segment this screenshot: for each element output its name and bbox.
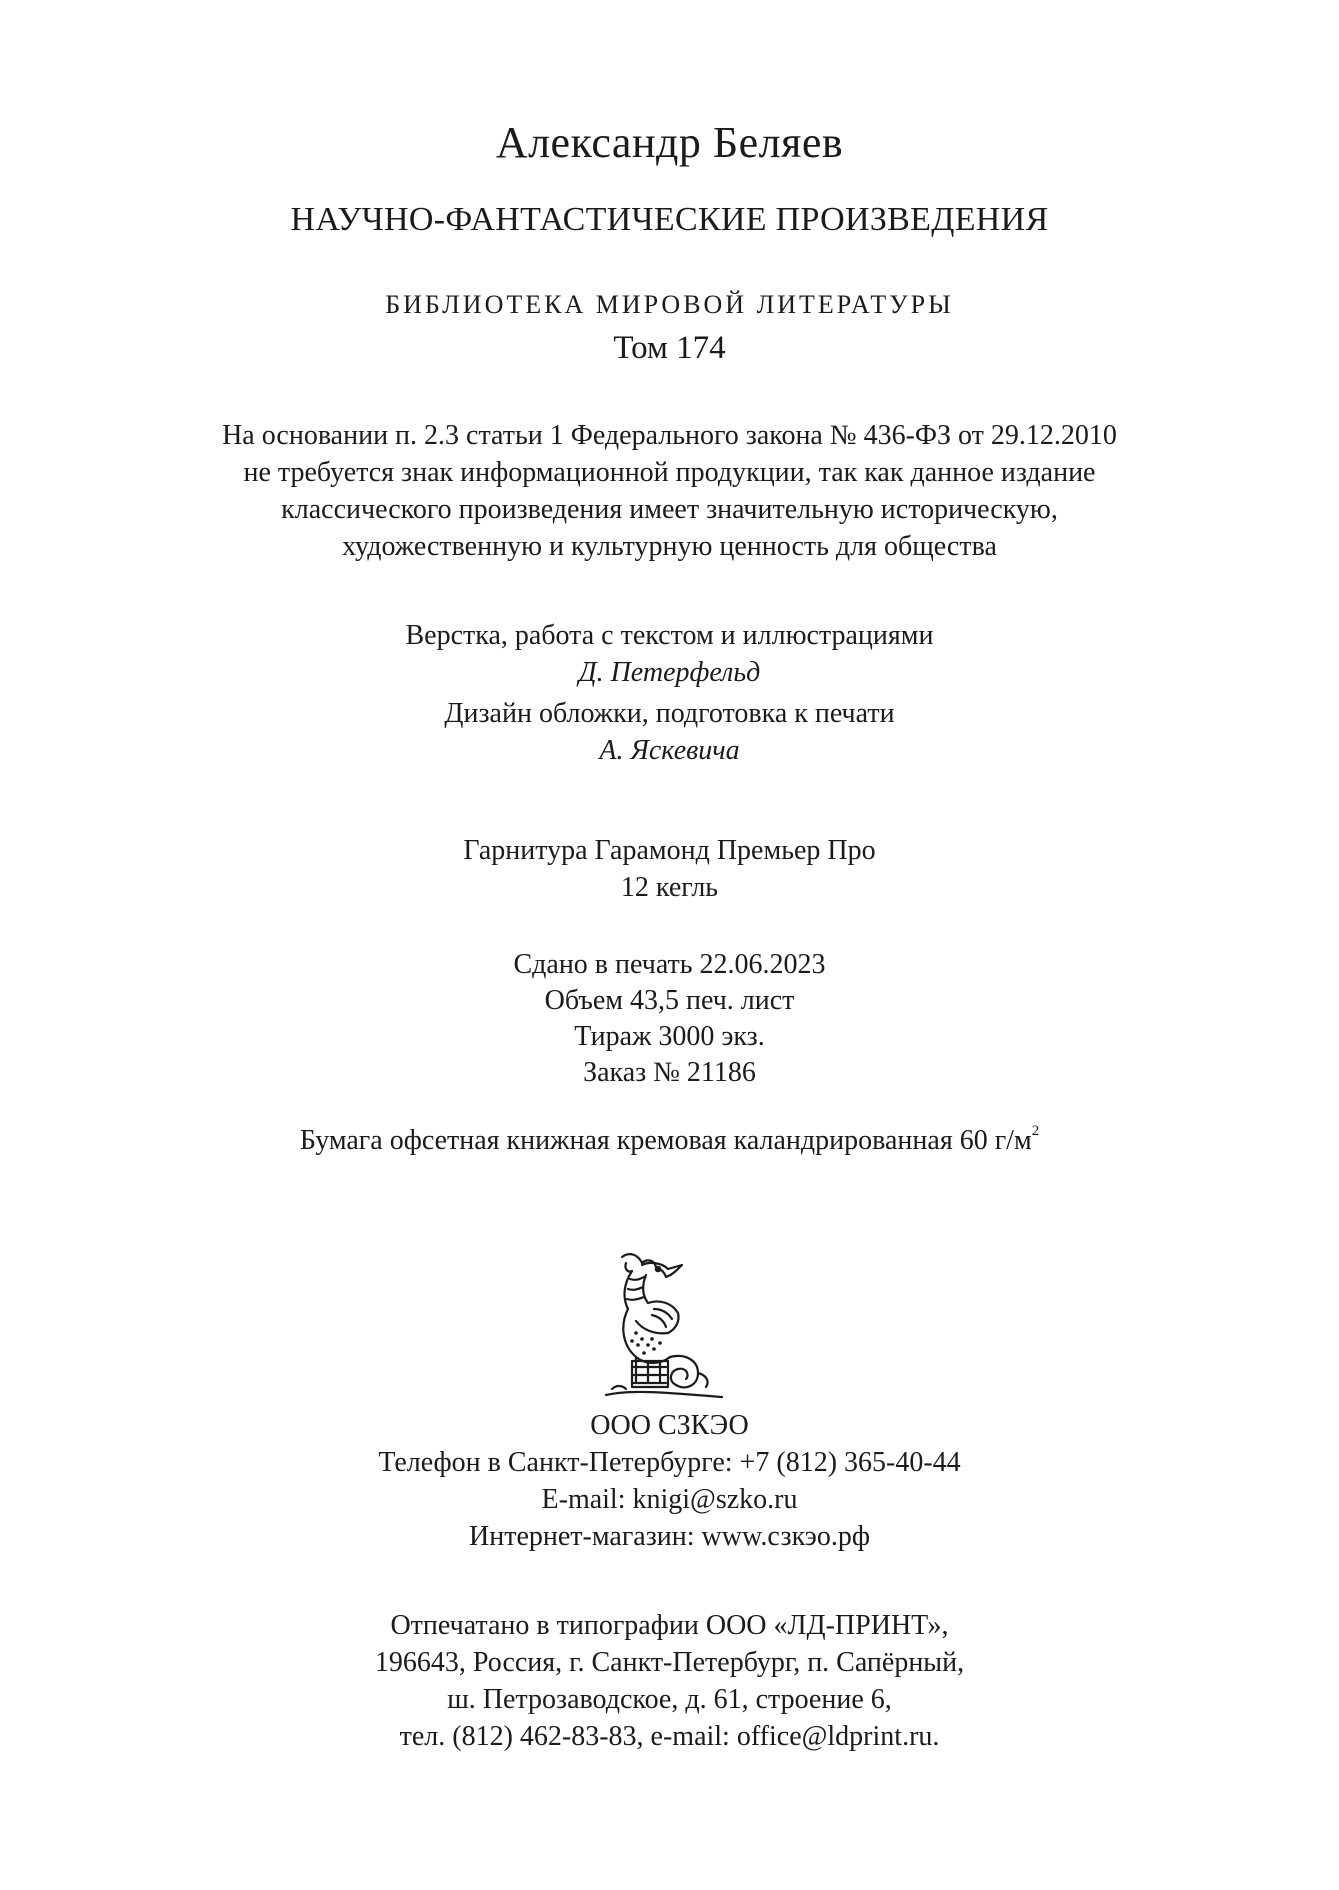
print-volume: Объем 43,5 печ. лист [544,985,795,1016]
author-name: Александр Беляев [495,118,844,167]
typeface-size: 12 кегль [620,872,719,903]
design-credit-role: Дизайн обложки, подготовка к печати [444,698,895,729]
print-order-number: Заказ № 21186 [583,1057,756,1088]
book-title: НАУЧНО-ФАНТАСТИЧЕСКИЕ ПРОИЗВЕДЕНИЯ [290,201,1049,238]
paper-spec [0,1123,1339,1156]
print-run: Тираж 3000 экз. [574,1021,765,1052]
paper-spec-superscript: 2 [1031,1123,1040,1139]
printer-line: Отпечатано в типографии ООО «ЛД-ПРИНТ», [390,1610,949,1641]
legal-notice-line: классического произведения имеет значительную историческую, [281,494,1058,525]
printer-line: ш. Петрозаводское, д. 61, строение 6, [447,1684,892,1715]
publisher-name: ООО СЗКЭО [590,1410,749,1441]
printer-line: 196643, Россия, г. Санкт-Петербург, п. Сапёрный, [374,1647,965,1678]
publisher-email: E-mail: knigi@szko.ru [541,1484,798,1515]
typeface-name: Гарнитура Гарамонд Премьер Про [463,835,876,866]
layout-credit-name: Д. Петерфельд [578,657,761,688]
volume-number: Том 174 [613,330,726,366]
series-name: БИБЛИОТЕКА МИРОВОЙ ЛИТЕРАТУРЫ [385,290,954,319]
legal-notice-line: художественную и культурную ценность для общества [342,531,997,562]
publisher-phone: Телефон в Санкт-Петербурге: +7 (812) 365-40-44 [378,1447,961,1478]
print-submitted-date: Сдано в печать 22.06.2023 [513,949,826,980]
design-credit-name: А. Яскевича [599,735,740,766]
printer-line: тел. (812) 462-83-83, e-mail: office@ldprint.ru. [399,1721,940,1752]
legal-notice-line: не требуется знак информационной продукции, так как данное издание [243,457,1096,488]
legal-notice-line: На основании п. 2.3 статьи 1 Федерального закона № 436-ФЗ от 29.12.2010 [222,420,1117,451]
paper-spec-text: Бумага офсетная книжная кремовая каландрированная 60 г/м [299,1125,1032,1156]
publisher-shop: Интернет-магазин: www.сзкэо.рф [469,1521,870,1552]
dragon-emblem-icon [602,1249,736,1401]
layout-credit-role: Верстка, работа с текстом и иллюстрациями [405,620,934,651]
